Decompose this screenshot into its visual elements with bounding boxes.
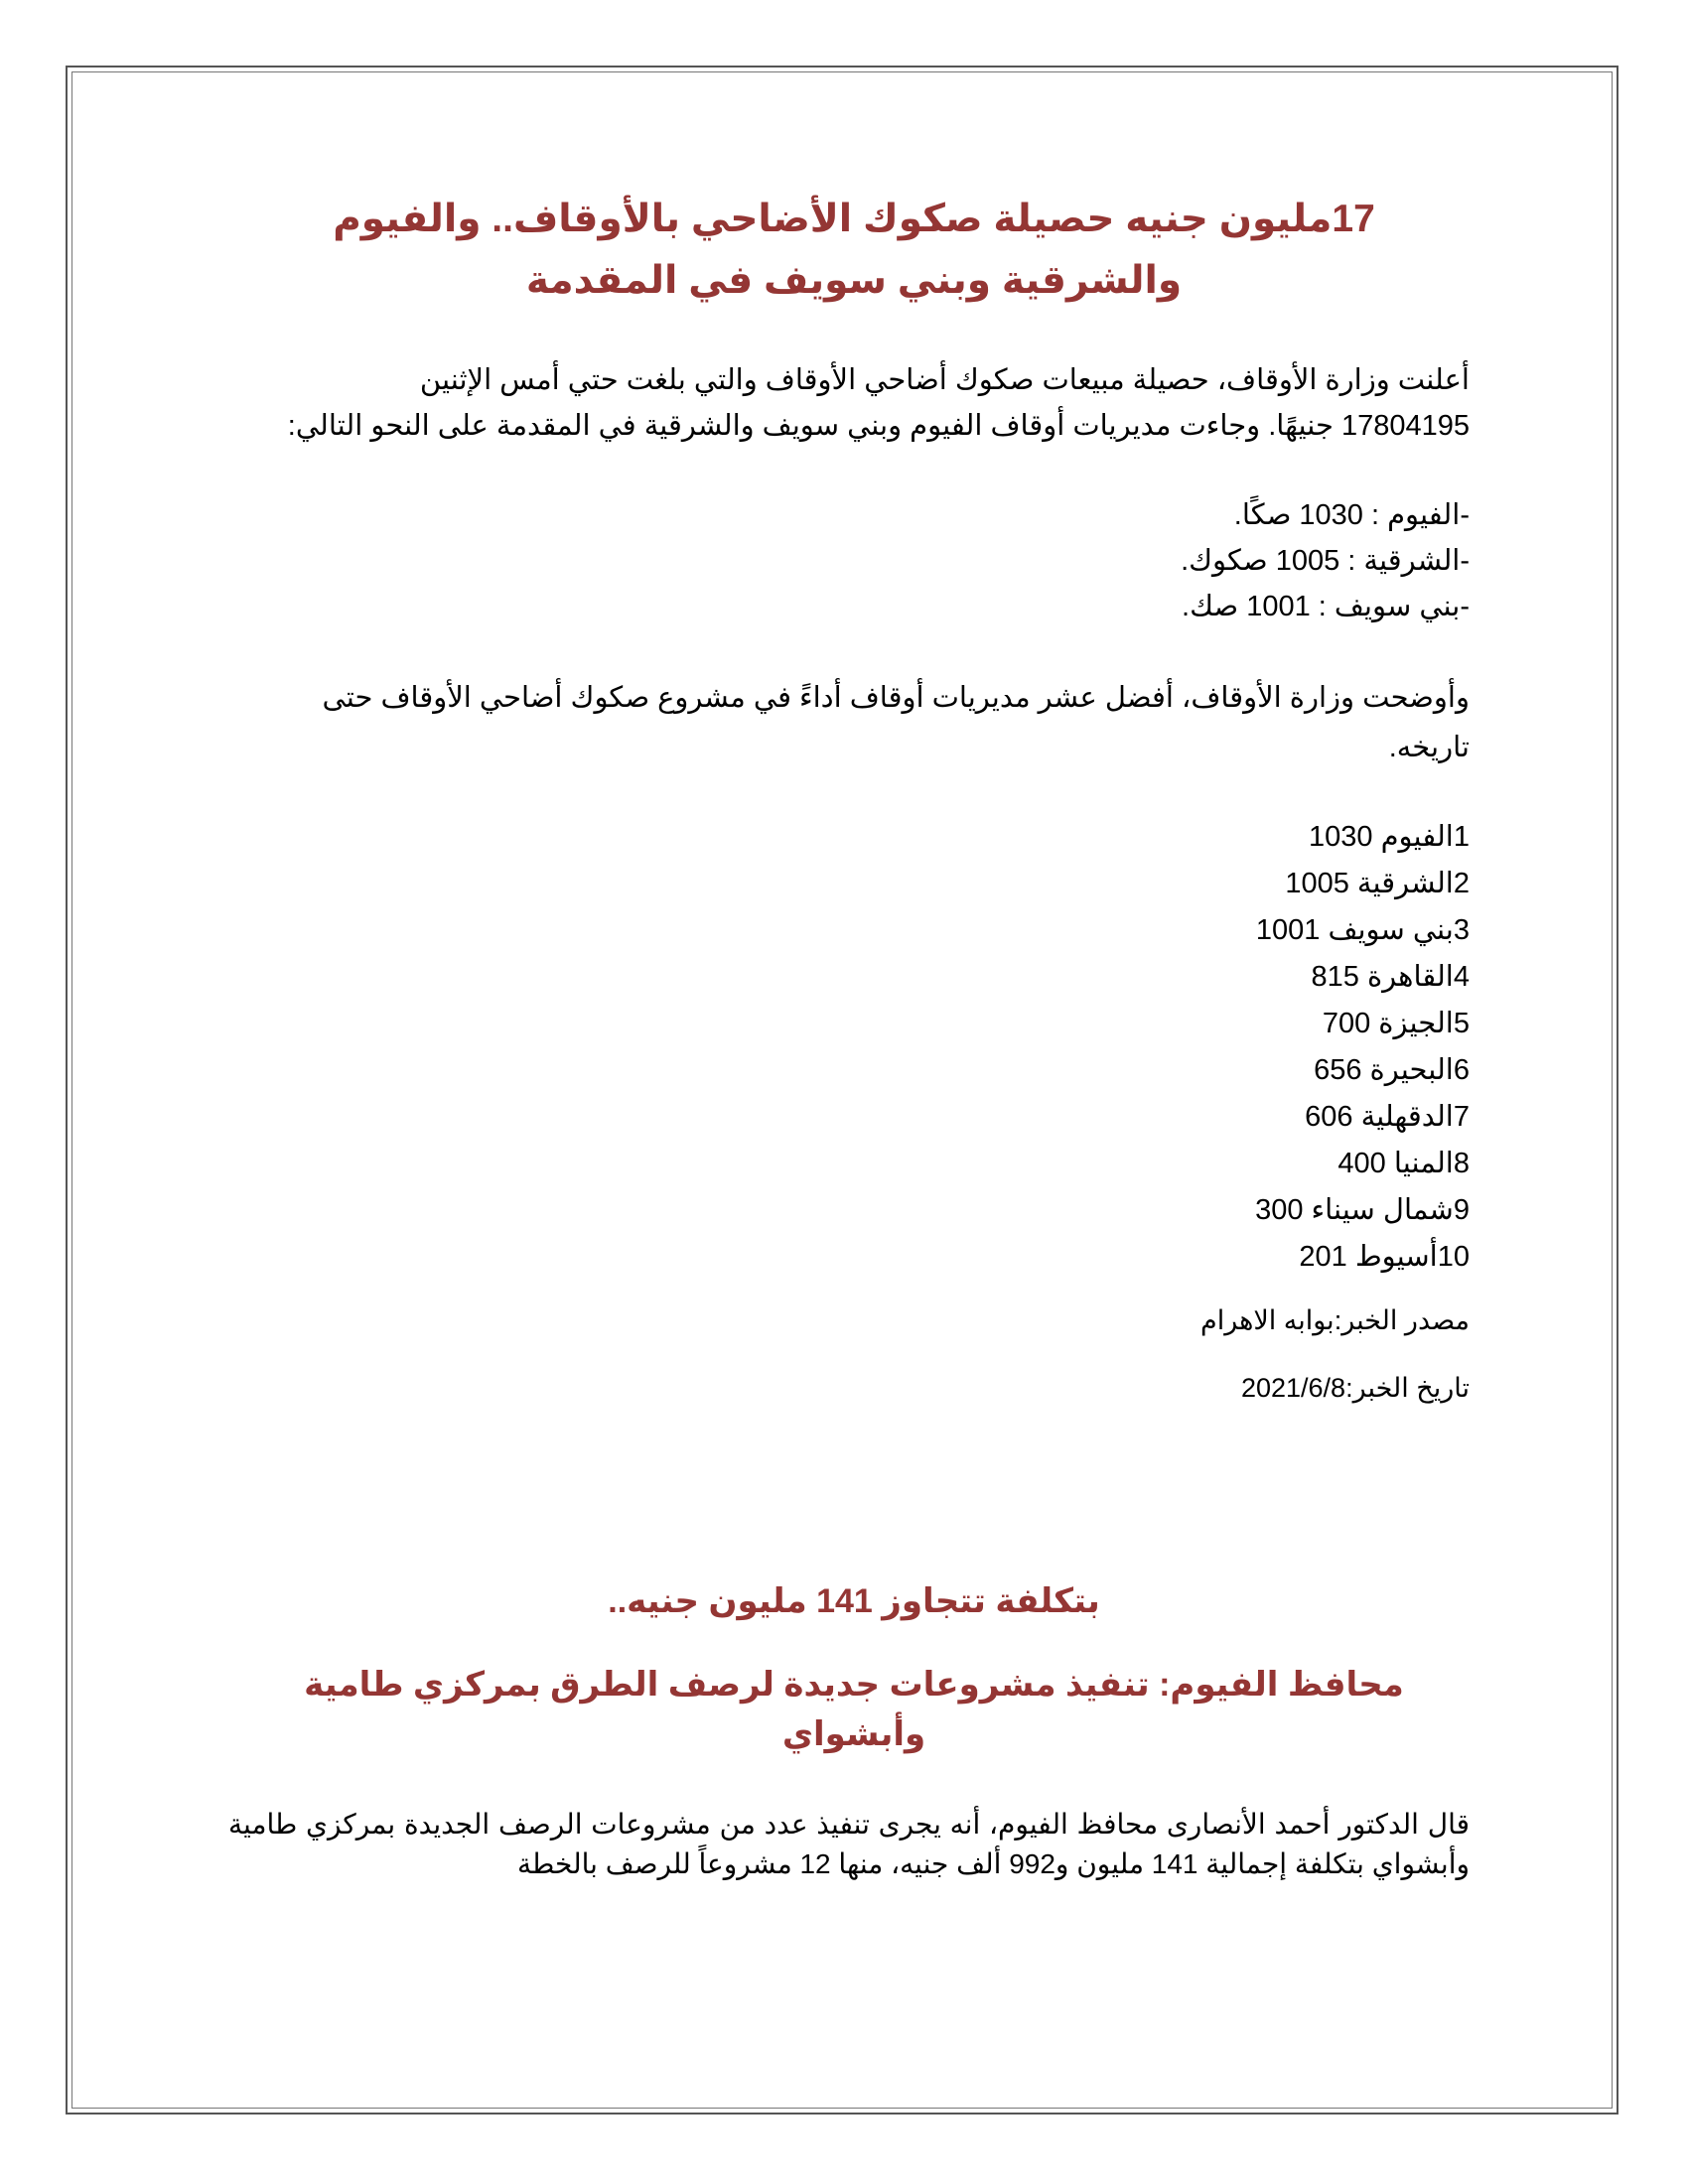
ranking-name: البحيرة xyxy=(1369,1054,1454,1086)
ranking-number: 4 xyxy=(1453,961,1470,993)
ranking-number: 10 xyxy=(1437,1241,1470,1273)
ranking-number: 1 xyxy=(1453,821,1470,853)
news-date: تاريخ الخبر:2021/6/8 xyxy=(1240,1373,1470,1403)
ranking-number: 9 xyxy=(1453,1194,1470,1226)
ranking-item xyxy=(228,814,1470,861)
ranking-name: المنيا xyxy=(1393,1148,1454,1179)
top3-list xyxy=(228,492,1479,629)
ranking-value: 656 xyxy=(1314,1054,1362,1086)
ranking-item xyxy=(228,1187,1470,1234)
article1-title: 17مليون جنيه حصيلة صكوك الأضاحي بالأوقاف.. والفيوم والشرقية وبني سويف في المقدمة xyxy=(333,198,1375,302)
ranking-number: 6 xyxy=(1453,1054,1470,1086)
ranking-name: القاهرة xyxy=(1366,961,1454,993)
ranking-number: 7 xyxy=(1453,1101,1470,1133)
ranking-item xyxy=(228,954,1470,1001)
ranking-item xyxy=(228,1047,1470,1094)
ranking-name: الدقهلية xyxy=(1360,1101,1454,1133)
ranking-item xyxy=(228,1141,1470,1187)
article1-paragraph2-line2: تاريخه. xyxy=(1388,732,1470,763)
ranking-value: 201 xyxy=(1299,1241,1347,1273)
article1-intro xyxy=(228,357,1479,449)
ranking-number: 3 xyxy=(1453,914,1470,946)
article1-paragraph2 xyxy=(228,673,1479,772)
ranking-name: الشرقية xyxy=(1356,868,1454,899)
ranking-item xyxy=(228,861,1470,907)
ranking-value: 815 xyxy=(1311,961,1359,993)
ranking-number: 2 xyxy=(1453,868,1470,899)
article2-body: قال الدكتور أحمد الأنصارى محافظ الفيوم، أنه يجرى تنفيذ عدد من مشروعات الرصف الجديدة بمركزي طامية وأبشواي بتكلفة إجمالية 141 مليون و992 ألف جنيه، منها 12 مشروعاً للرصف بالخطة xyxy=(228,1809,1470,1879)
article1-intro-line2: 17804195 جنيهًا. وجاءت مديريات أوقاف الفيوم وبني سويف والشرقية في المقدمة على النحو التالي: xyxy=(287,410,1470,442)
ranking-number: 5 xyxy=(1453,1008,1470,1039)
article2-heading-line1: بتكلفة تتجاوز 141 مليون جنيه.. xyxy=(608,1582,1100,1620)
ranking-value: 1005 xyxy=(1285,868,1349,899)
article2-heading-line2: محافظ الفيوم: تنفيذ مشروعات جديدة لرصف الطرق بمركزي طامية وأبشواي xyxy=(304,1666,1404,1753)
ranking-item xyxy=(228,1001,1470,1047)
ranking-number: 8 xyxy=(1453,1148,1470,1179)
ranking-value: 700 xyxy=(1322,1008,1371,1039)
top3-item: -الشرقية : 1005 صكوك. xyxy=(1181,545,1470,577)
ranking-name: الجيزة xyxy=(1378,1008,1454,1039)
top3-item: -الفيوم : 1030 صكًا. xyxy=(1233,499,1470,531)
ranking-list xyxy=(228,814,1479,1281)
document-content xyxy=(228,189,1479,1912)
top3-item: -بني سويف : 1001 صك. xyxy=(1182,591,1470,622)
ranking-value: 1001 xyxy=(1255,914,1321,946)
ranking-value: 300 xyxy=(1255,1194,1304,1226)
article1-intro-line1: أعلنت وزارة الأوقاف، حصيلة مبيعات صكوك أضاحي الأوقاف والتي بلغت حتي أمس الإثنين xyxy=(419,364,1470,396)
ranking-value: 606 xyxy=(1305,1101,1353,1133)
ranking-name: الفيوم xyxy=(1380,821,1454,853)
ranking-name: شمال سيناء xyxy=(1311,1194,1454,1226)
ranking-item xyxy=(228,907,1470,954)
ranking-value: 400 xyxy=(1337,1148,1386,1179)
news-source: مصدر الخبر:بوابه الاهرام xyxy=(1199,1305,1470,1335)
ranking-name: بني سويف xyxy=(1328,914,1454,946)
ranking-item xyxy=(228,1094,1470,1141)
ranking-item xyxy=(228,1234,1470,1281)
ranking-name: أسيوط xyxy=(1354,1241,1438,1273)
ranking-value: 1030 xyxy=(1309,821,1373,853)
article1-paragraph2-line1: وأوضحت وزارة الأوقاف، أفضل عشر مديريات أوقاف أداءً في مشروع صكوك أضاحي الأوقاف حتى xyxy=(322,682,1470,714)
